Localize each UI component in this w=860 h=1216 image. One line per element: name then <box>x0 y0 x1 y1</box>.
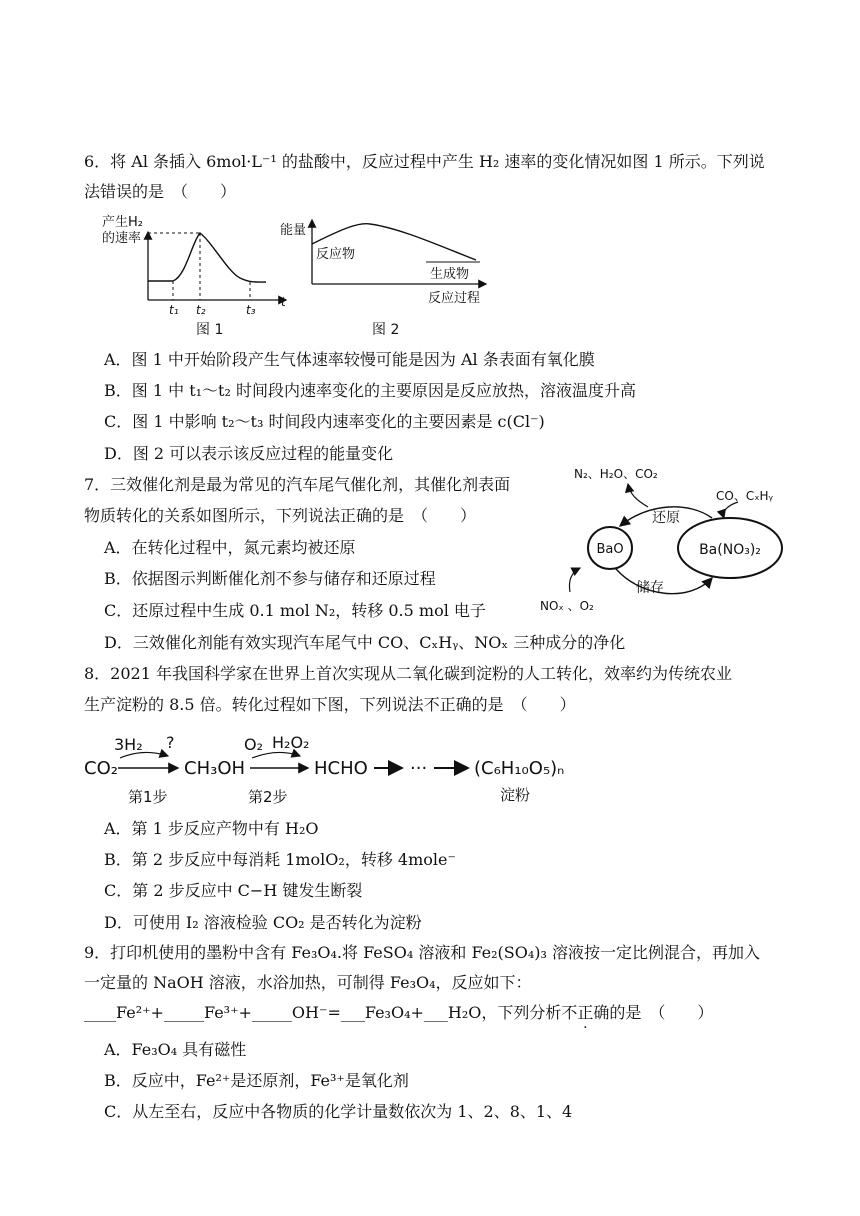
q7-stem-line1: 7．三效催化剂是最为常见的汽车尾气催化剂，其催化剂表面 <box>84 475 511 494</box>
q6-option-c: C．图 1 中影响 t₂～t₃ 时间段内速率变化的主要因素是 c(Cl⁻) <box>104 412 545 431</box>
fig2-caption: 图 2 <box>372 322 400 338</box>
q8-option-a: A．第 1 步反应产物中有 H₂O <box>104 819 319 838</box>
scheme-h2: 3H₂ <box>114 735 143 754</box>
out-top-arrow <box>628 484 648 507</box>
store-arrow <box>616 569 712 594</box>
in-bottom-arrow <box>569 568 580 592</box>
q7-option-b: B．依据图示判断催化剂不参与储存和还原过程 <box>104 569 436 588</box>
fig1-t-axis: t <box>281 295 286 309</box>
scheme-hcho: HCHO <box>314 758 368 779</box>
q9-stem-line1: 9．打印机使用的墨粉中含有 Fe₃O₄.将 FeSO₄ 溶液和 Fe₂(SO₄)₃ 溶液按一定比例混合，再加入 <box>84 943 761 962</box>
reduce-label: 还原 <box>652 510 680 526</box>
scheme-dots: ··· <box>410 758 428 779</box>
q9-option-b: B．反应中，Fe²⁺是还原剂，Fe³⁺是氧化剂 <box>104 1071 409 1090</box>
q9-option-c: C．从左至右，反应中各物质的化学计量数依次为 1、2、8、1、4 <box>104 1102 573 1121</box>
scheme-step2-label: 第2步 <box>248 788 288 806</box>
bao-label: BaO <box>596 542 624 557</box>
fig1-ylabel-2: 的速率 <box>102 231 142 246</box>
q7-option-d: D．三效催化剂能有效实现汽车尾气中 CO、CₓHᵧ、NOₓ 三种成分的净化 <box>104 633 626 652</box>
fig1-t3: t₃ <box>246 303 256 317</box>
diagram-in-bottom: NOₓ 、O₂ <box>540 599 594 613</box>
co2-to-starch-scheme <box>84 728 584 808</box>
q9-option-a: A．Fe₃O₄ 具有磁性 <box>104 1040 247 1059</box>
q8-stem-line1: 8．2021 年我国科学家在世界上首次实现从二氧化碳到淀粉的人工转化，效率约为传统农业 <box>84 664 732 683</box>
diagram-in-right: CO、CₓHᵧ <box>716 489 774 503</box>
q8-stem-line2: 生产淀粉的 8.5 倍。转化过程如下图，下列说法不正确的是 （ ） <box>84 695 576 714</box>
q9-stem-line2: 一定量的 NaOH 溶液，水浴加热，可制得 Fe₃O₄，反应如下： <box>84 973 532 992</box>
q8-option-c: C．第 2 步反应中 C−H 键发生断裂 <box>104 881 363 900</box>
scheme-starch: (C₆H₁₀O₅)ₙ <box>474 758 565 779</box>
scheme-o2: O₂ <box>244 735 264 754</box>
q6-option-b: B．图 1 中 t₁～t₂ 时间段内速率变化的主要原因是反应放热，溶液温度升高 <box>104 381 636 400</box>
scheme-step1-label: 第1步 <box>128 788 168 806</box>
fig2-ylabel: 能量 <box>280 223 307 238</box>
q6-option-a: A．图 1 中开始阶段产生气体速率较慢可能是因为 Al 条表面有氧化膜 <box>104 350 595 369</box>
q9-emphasis: 不正确 <box>561 1003 610 1022</box>
q9-equation: ____Fe²⁺+_____Fe³⁺+_____OH⁻=___Fe₃O₄+___H₂O，下列分析 <box>84 1003 562 1022</box>
q7-option-c: C．还原过程中生成 0.1 mol N₂，转移 0.5 mol 电子 <box>104 601 486 620</box>
store-label: 储存 <box>636 580 664 596</box>
fig2-reactant-label: 反应物 <box>316 247 356 262</box>
scheme-co2: CO₂ <box>84 758 118 779</box>
fig1-t1: t₁ <box>169 303 179 317</box>
catalyst-cycle-diagram <box>530 460 790 620</box>
scheme-ch3oh: CH₃OH <box>184 758 246 779</box>
q6-option-d: D．图 2 可以表示该反应过程的能量变化 <box>104 444 394 463</box>
scheme-starch-label: 淀粉 <box>500 786 531 804</box>
fig2-xlabel: 反应过程 <box>428 291 481 306</box>
q7-option-a: A．在转化过程中，氮元素均被还原 <box>104 538 356 557</box>
scheme-q: ? <box>166 733 175 752</box>
q8-option-b: B．第 2 步反应中每消耗 1molO₂，转移 4mole⁻ <box>104 850 456 869</box>
fig1-caption: 图 1 <box>196 322 224 338</box>
figure-1-rate-graph <box>100 212 290 340</box>
fig1-rate-curve <box>148 233 266 282</box>
ba-nitrate-label: Ba(NO₃)₂ <box>699 542 761 558</box>
q6-stem-line2: 法错误的是 （ ） <box>84 182 237 201</box>
q7-stem-line2: 物质转化的关系如图所示，下列说法正确的是 （ ） <box>84 506 477 525</box>
scheme-h2o2: H₂O₂ <box>272 733 310 752</box>
figure-2-energy-graph <box>280 216 490 340</box>
fig1-ylabel-1: 产生H₂ <box>102 215 143 230</box>
diagram-out-top: N₂、H₂O、CO₂ <box>574 467 658 481</box>
in-right-arrow <box>724 502 738 518</box>
q6-stem-line1: 6．将 Al 条插入 6mol·L⁻¹ 的盐酸中，反应过程中产生 H₂ 速率的变化情况如图 1 所示。下列说 <box>84 152 765 171</box>
q9-stem-line3 <box>84 1002 713 1024</box>
q8-option-d: D．可使用 I₂ 溶液检验 CO₂ 是否转化为淀粉 <box>104 913 422 932</box>
q9-bracket: 的是 （ ） <box>609 1003 714 1022</box>
fig1-t2: t₂ <box>196 303 206 317</box>
fig2-product-label: 生成物 <box>430 267 470 282</box>
